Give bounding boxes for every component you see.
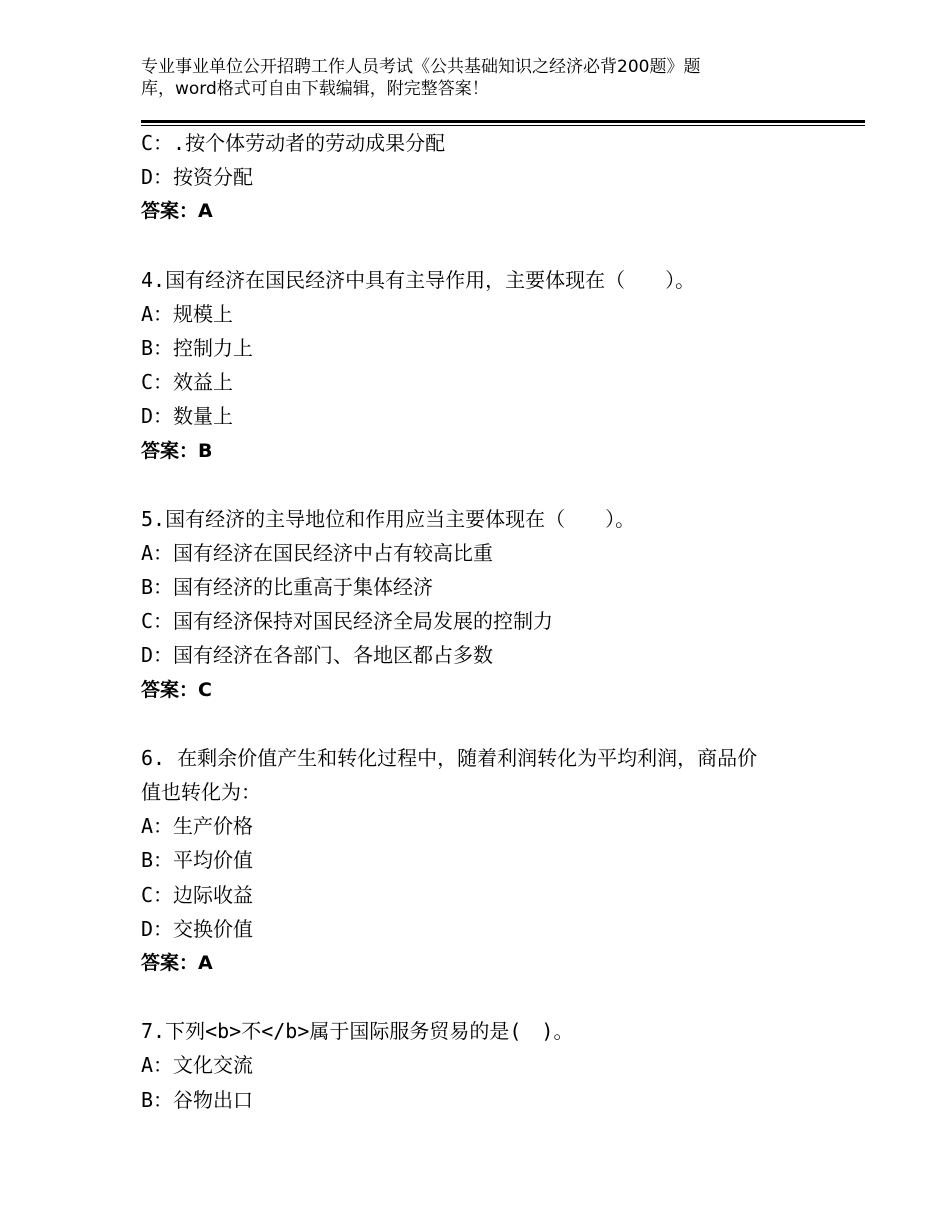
option-d: D：按资分配 xyxy=(141,165,254,190)
question-stem: 7.下列<b>不</b>属于国际服务贸易的是( )。 xyxy=(141,1019,574,1044)
option-b: B：谷物出口 xyxy=(141,1087,254,1112)
option-d: D：数量上 xyxy=(141,404,234,429)
question-block xyxy=(141,263,821,468)
option-d: D：交换价值 xyxy=(141,916,254,941)
header-line-2: 库，word格式可自由下载编辑，附完整答案！ xyxy=(141,79,489,99)
spacer xyxy=(141,980,821,1014)
answer-label: 答案：A xyxy=(141,200,213,223)
spacer xyxy=(141,229,821,263)
spacer xyxy=(141,468,821,502)
option-a: A：国有经济在国民经济中占有较高比重 xyxy=(141,540,494,565)
spacer xyxy=(141,707,821,741)
question-list xyxy=(141,126,821,1117)
header-divider xyxy=(141,120,865,123)
answer-label: 答案：C xyxy=(141,678,212,701)
question-stem: 4.国有经济在国民经济中具有主导作用，主要体现在（ ）。 xyxy=(141,267,696,292)
document-header xyxy=(141,56,781,100)
question-block xyxy=(141,502,821,707)
option-b: B：平均价值 xyxy=(141,848,254,873)
question-stem-continued: 值也转化为： xyxy=(141,780,261,804)
option-b: B：控制力上 xyxy=(141,335,254,360)
option-c: C：效益上 xyxy=(141,370,234,395)
answer-label: 答案：B xyxy=(141,439,213,462)
question-block xyxy=(141,126,821,229)
header-line-1: 专业事业单位公开招聘工作人员考试《公共基础知识之经济必背200题》题 xyxy=(141,57,701,77)
option-d: D：国有经济在各部门、各地区都占多数 xyxy=(141,643,494,668)
option-c: C：边际收益 xyxy=(141,882,254,907)
question-stem: 5.国有经济的主导地位和作用应当主要体现在（ ）。 xyxy=(141,506,636,531)
question-block xyxy=(141,741,821,980)
option-a: A：规模上 xyxy=(141,301,234,326)
question-block xyxy=(141,1014,821,1117)
question-stem: 6. 在剩余价值产生和转化过程中，随着利润转化为平均利润，商品价 xyxy=(141,745,758,770)
option-a: A：文化交流 xyxy=(141,1053,254,1078)
option-a: A：生产价格 xyxy=(141,814,254,839)
option-b: B：国有经济的比重高于集体经济 xyxy=(141,575,434,600)
answer-label: 答案：A xyxy=(141,951,213,974)
option-c: C：国有经济保持对国民经济全局发展的控制力 xyxy=(141,609,554,634)
option-c: C：.按个体劳动者的劳动成果分配 xyxy=(141,131,446,155)
